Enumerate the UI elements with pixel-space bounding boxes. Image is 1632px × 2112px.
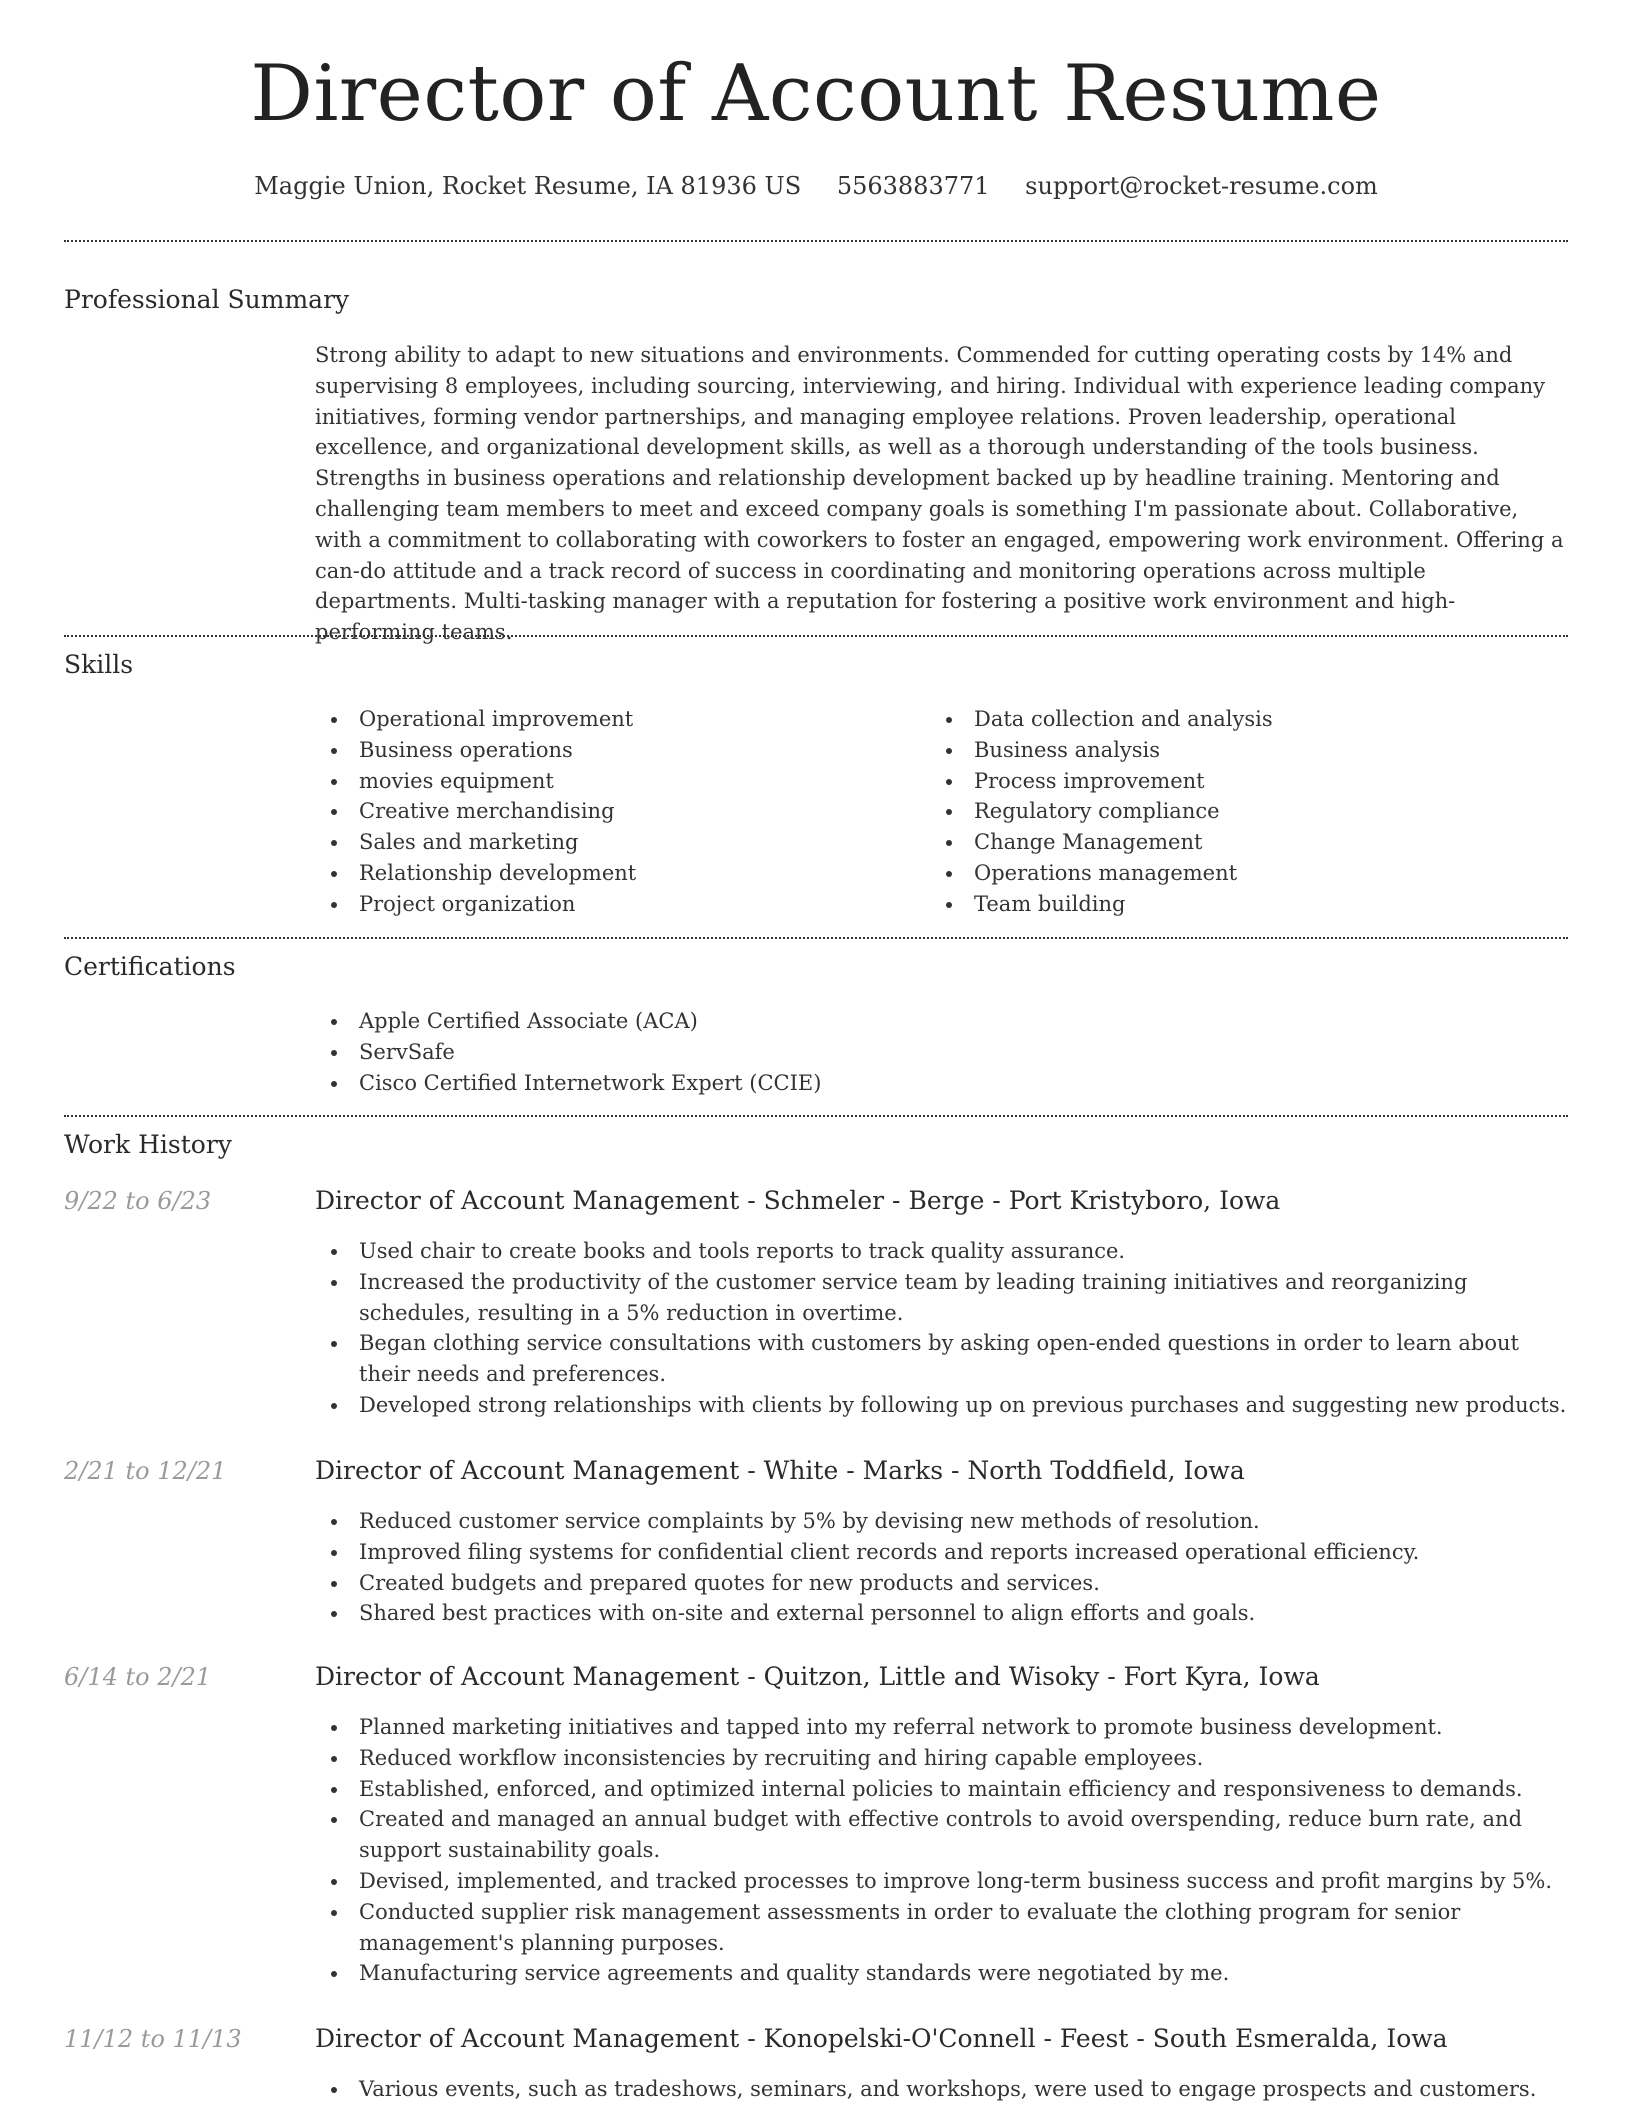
contact-line — [0, 172, 1632, 200]
skill-item: Creative merchandising — [315, 796, 915, 827]
resume-title: Director of Account Resume — [250, 49, 1382, 139]
job-bullet: Created and managed an annual budget with effective controls to avoid overspending, reduce burn rate, and support sustainability goals. — [315, 1804, 1575, 1866]
contact-email: support@rocket-resume.com — [1025, 172, 1378, 200]
skill-item: movies equipment — [315, 766, 915, 797]
job-bullet: Improved filing systems for confidential client records and reports increased operational efficiency. — [315, 1537, 1575, 1568]
skill-item: Operations management — [930, 858, 1530, 889]
job-dates: 6/14 to 2/21 — [64, 1663, 212, 1691]
skill-item: Change Management — [930, 827, 1530, 858]
job-bullet: Created budgets and prepared quotes for new products and services. — [315, 1568, 1575, 1599]
job-dates: 2/21 to 12/21 — [64, 1457, 227, 1485]
section-title-summary: Professional Summary — [64, 285, 350, 314]
section-title-work-history: Work History — [64, 1130, 232, 1159]
skill-item: Operational improvement — [315, 704, 915, 735]
job-bullet: Reduced workflow inconsistencies by recruiting and hiring capable employees. — [315, 1743, 1575, 1774]
skill-item: Regulatory compliance — [930, 796, 1530, 827]
job-heading: Director of Account Management - Konopelski-O'Connell - Feest - South Esmeralda, Iowa — [315, 2024, 1448, 2053]
skill-item: Business operations — [315, 735, 915, 766]
section-title-skills: Skills — [64, 650, 134, 679]
skill-item: Process improvement — [930, 766, 1530, 797]
summary-text: Strong ability to adapt to new situations and environments. Commended for cutting operating costs by 14% and supervising 8 employees, including sourcing, interviewing, and hiring. Individual with experience leading company initiatives, forming vendor partnerships, and managing employee relations. Proven leadership, operational excellence, and organizational development skills, as well as a thorough understanding of the tools business. Strengths in business operations and relationship development backed up by headline training. Mentoring and challenging team members to meet and exceed company goals is something I'm passionate about. Collaborative, with a commitment to collaborating with coworkers to foster an engaged, empowering work environment. Offering a can-do attitude and a track record of success in coordinating and monitoring operations across multiple departments. Multi-tasking manager with a reputation for fostering a positive work environment and high-performing teams. — [315, 343, 1564, 645]
divider — [64, 937, 1568, 939]
contact-address: Maggie Union, Rocket Resume, IA 81936 US — [254, 172, 802, 200]
skill-item: Sales and marketing — [315, 827, 915, 858]
job-dates: 9/22 to 6/23 — [64, 1187, 212, 1215]
certification-item: ServSafe — [315, 1037, 1515, 1068]
job-heading: Director of Account Management - Schmeler - Berge - Port Kristyboro, Iowa — [315, 1186, 1281, 1215]
skill-item: Project organization — [315, 889, 915, 920]
job-bullet: Increased the productivity of the customer service team by leading training initiatives and reorganizing schedules, resulting in a 5% reduction in overtime. — [315, 1267, 1575, 1329]
job-bullets — [315, 1712, 1575, 1989]
divider — [64, 635, 1568, 637]
job-bullet: Various events, such as tradeshows, seminars, and workshops, were used to engage prospects and customers. — [315, 2074, 1575, 2105]
job-bullet: Manufacturing service agreements and quality standards were negotiated by me. — [315, 1958, 1575, 1989]
skill-item: Business analysis — [930, 735, 1530, 766]
job-bullet: Reduced customer service complaints by 5% by devising new methods of resolution. — [315, 1506, 1575, 1537]
job-bullet: Conducted supplier risk management assessments in order to evaluate the clothing program for senior management's planning purposes. — [315, 1897, 1575, 1959]
job-bullet: Shared best practices with on-site and external personnel to align efforts and goals. — [315, 1598, 1575, 1629]
certifications-list — [315, 1006, 1515, 1098]
job-heading: Director of Account Management - White - Marks - North Toddfield, Iowa — [315, 1456, 1245, 1485]
job-bullet: Used chair to create books and tools reports to track quality assurance. — [315, 1236, 1575, 1267]
job-bullets — [315, 2074, 1575, 2105]
contact-phone: 5563883771 — [836, 172, 990, 200]
job-heading: Director of Account Management - Quitzon, Little and Wisoky - Fort Kyra, Iowa — [315, 1662, 1320, 1691]
skill-item: Data collection and analysis — [930, 704, 1530, 735]
skill-item: Team building — [930, 889, 1530, 920]
job-bullet: Planned marketing initiatives and tapped into my referral network to promote business development. — [315, 1712, 1575, 1743]
skills-list-right — [930, 704, 1530, 920]
divider — [64, 1115, 1568, 1117]
skill-item: Relationship development — [315, 858, 915, 889]
section-title-certifications: Certifications — [64, 952, 236, 981]
job-bullet: Developed strong relationships with clients by following up on previous purchases and suggesting new products. — [315, 1390, 1575, 1421]
certification-item: Apple Certified Associate (ACA) — [315, 1006, 1515, 1037]
job-bullets — [315, 1506, 1575, 1629]
certification-item: Cisco Certified Internetwork Expert (CCIE) — [315, 1068, 1515, 1099]
job-bullet: Established, enforced, and optimized internal policies to maintain efficiency and responsiveness to demands. — [315, 1774, 1575, 1805]
skills-list-left — [315, 704, 915, 920]
job-bullets — [315, 1236, 1575, 1421]
job-dates: 11/12 to 11/13 — [64, 2025, 242, 2053]
job-bullet: Began clothing service consultations with customers by asking open-ended questions in order to learn about their needs and preferences. — [315, 1328, 1575, 1390]
divider — [64, 240, 1568, 242]
job-bullet: Devised, implemented, and tracked processes to improve long-term business success and profit margins by 5%. — [315, 1866, 1575, 1897]
